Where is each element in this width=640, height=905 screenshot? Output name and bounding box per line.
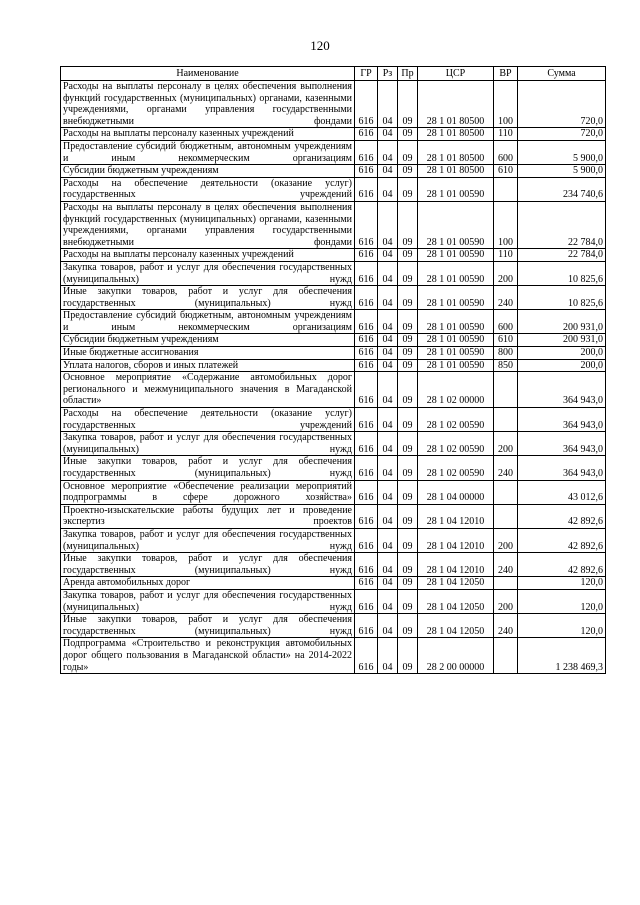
cell-name: Аренда автомобильных дорог [61, 577, 355, 590]
cell-rz: 04 [378, 334, 398, 347]
cell-csr: 28 1 01 00590 [418, 310, 494, 334]
cell-pr: 09 [398, 347, 418, 360]
cell-gr: 616 [355, 504, 378, 528]
cell-pr: 09 [398, 432, 418, 456]
cell-name: Расходы на выплаты персоналу в целях обеспечения выполнения функций государственных (муниципальных) органами, казенными учреждениями, органами управления государственными внебюджетными фондами [61, 81, 355, 128]
cell-rz: 04 [378, 165, 398, 178]
cell-pr: 09 [398, 249, 418, 262]
cell-name: Расходы на выплаты персоналу в целях обеспечения выполнения функций государственных (муниципальных) органами, казенными учреждениями, органами управления государственными внебюджетными фондами [61, 201, 355, 248]
cell-sum: 120,0 [518, 614, 606, 638]
table-row [61, 81, 606, 128]
cell-pr: 09 [398, 480, 418, 504]
cell-pr: 09 [398, 286, 418, 310]
cell-gr: 616 [355, 347, 378, 360]
cell-vr: 110 [494, 249, 518, 262]
cell-rz: 04 [378, 456, 398, 480]
cell-rz: 04 [378, 310, 398, 334]
budget-table [60, 66, 606, 674]
cell-vr: 240 [494, 614, 518, 638]
cell-rz: 04 [378, 372, 398, 408]
cell-vr: 610 [494, 165, 518, 178]
cell-rz: 04 [378, 432, 398, 456]
table-row [61, 165, 606, 178]
cell-name: Иные закупки товаров, работ и услуг для обеспечения государственных (муниципальных) нужд [61, 456, 355, 480]
cell-gr: 616 [355, 432, 378, 456]
table-row [61, 359, 606, 372]
cell-pr: 09 [398, 201, 418, 248]
table-row [61, 589, 606, 613]
cell-csr: 28 2 00 00000 [418, 638, 494, 674]
cell-name: Основное мероприятие «Обеспечение реализации мероприятий подпрограммы в сфере дорожного хозяйства» [61, 480, 355, 504]
cell-csr: 28 1 01 00590 [418, 286, 494, 310]
cell-sum: 1 238 469,3 [518, 638, 606, 674]
cell-csr: 28 1 01 00590 [418, 334, 494, 347]
cell-csr: 28 1 02 00590 [418, 432, 494, 456]
cell-pr: 09 [398, 553, 418, 577]
cell-sum: 200 931,0 [518, 334, 606, 347]
cell-gr: 616 [355, 261, 378, 285]
cell-rz: 04 [378, 528, 398, 552]
cell-rz: 04 [378, 201, 398, 248]
cell-gr: 616 [355, 334, 378, 347]
cell-pr: 09 [398, 334, 418, 347]
cell-pr: 09 [398, 359, 418, 372]
cell-sum: 720,0 [518, 81, 606, 128]
cell-name: Расходы на обеспечение деятельности (оказание услуг) государственных учреждений [61, 177, 355, 201]
cell-pr: 09 [398, 140, 418, 164]
header-pr: Пр [398, 67, 418, 81]
cell-rz: 04 [378, 128, 398, 141]
table-header-row [61, 67, 606, 81]
cell-csr: 28 1 01 80500 [418, 81, 494, 128]
cell-sum: 43 012,6 [518, 480, 606, 504]
cell-csr: 28 1 04 00000 [418, 480, 494, 504]
table-row [61, 408, 606, 432]
header-csr: ЦСР [418, 67, 494, 81]
cell-sum: 42 892,6 [518, 553, 606, 577]
cell-name: Расходы на обеспечение деятельности (оказание услуг) государственных учреждений [61, 408, 355, 432]
cell-pr: 09 [398, 81, 418, 128]
table-row [61, 638, 606, 674]
cell-rz: 04 [378, 577, 398, 590]
cell-csr: 28 1 01 00590 [418, 201, 494, 248]
cell-name: Закупка товаров, работ и услуг для обеспечения государственных (муниципальных) нужд [61, 261, 355, 285]
table-row [61, 347, 606, 360]
cell-rz: 04 [378, 249, 398, 262]
table-row [61, 286, 606, 310]
header-sum: Сумма [518, 67, 606, 81]
cell-vr: 110 [494, 128, 518, 141]
cell-gr: 616 [355, 177, 378, 201]
cell-csr: 28 1 01 80500 [418, 128, 494, 141]
cell-rz: 04 [378, 177, 398, 201]
cell-gr: 616 [355, 249, 378, 262]
cell-sum: 42 892,6 [518, 528, 606, 552]
cell-name: Основное мероприятие «Содержание автомобильных дорог регионального и межмуниципального значения в Магаданской области» [61, 372, 355, 408]
cell-sum: 234 740,6 [518, 177, 606, 201]
cell-gr: 616 [355, 577, 378, 590]
cell-name: Субсидии бюджетным учреждениям [61, 165, 355, 178]
cell-vr: 800 [494, 347, 518, 360]
cell-rz: 04 [378, 359, 398, 372]
cell-sum: 10 825,6 [518, 286, 606, 310]
cell-csr: 28 1 04 12050 [418, 589, 494, 613]
cell-gr: 616 [355, 359, 378, 372]
cell-gr: 616 [355, 553, 378, 577]
cell-csr: 28 1 01 80500 [418, 140, 494, 164]
cell-rz: 04 [378, 408, 398, 432]
header-gr: ГР [355, 67, 378, 81]
cell-vr: 100 [494, 201, 518, 248]
cell-name: Иные закупки товаров, работ и услуг для обеспечения государственных (муниципальных) нужд [61, 286, 355, 310]
cell-sum: 364 943,0 [518, 456, 606, 480]
cell-pr: 09 [398, 128, 418, 141]
cell-gr: 616 [355, 456, 378, 480]
cell-pr: 09 [398, 638, 418, 674]
table-row [61, 504, 606, 528]
header-rz: Рз [378, 67, 398, 81]
cell-rz: 04 [378, 480, 398, 504]
header-vr: ВР [494, 67, 518, 81]
cell-pr: 09 [398, 372, 418, 408]
cell-vr [494, 504, 518, 528]
cell-pr: 09 [398, 504, 418, 528]
cell-csr: 28 1 01 00590 [418, 347, 494, 360]
cell-vr: 600 [494, 140, 518, 164]
cell-name: Закупка товаров, работ и услуг для обеспечения государственных (муниципальных) нужд [61, 432, 355, 456]
cell-sum: 364 943,0 [518, 372, 606, 408]
cell-csr: 28 1 01 80500 [418, 165, 494, 178]
cell-sum: 200 931,0 [518, 310, 606, 334]
cell-name: Иные закупки товаров, работ и услуг для обеспечения государственных (муниципальных) нужд [61, 614, 355, 638]
cell-gr: 616 [355, 128, 378, 141]
cell-pr: 09 [398, 310, 418, 334]
table-row [61, 372, 606, 408]
table-row [61, 261, 606, 285]
cell-csr: 28 1 02 00590 [418, 456, 494, 480]
table-row [61, 140, 606, 164]
cell-name: Закупка товаров, работ и услуг для обеспечения государственных (муниципальных) нужд [61, 589, 355, 613]
cell-vr [494, 408, 518, 432]
cell-vr: 240 [494, 456, 518, 480]
cell-vr: 240 [494, 286, 518, 310]
cell-vr: 100 [494, 81, 518, 128]
cell-vr [494, 577, 518, 590]
cell-csr: 28 1 04 12010 [418, 528, 494, 552]
cell-sum: 22 784,0 [518, 201, 606, 248]
header-name: Наименование [61, 67, 355, 81]
cell-vr [494, 638, 518, 674]
cell-rz: 04 [378, 614, 398, 638]
cell-name: Подпрограмма «Строительство и реконструкция автомобильных дорог общего пользования в Магаданской области» на 2014-2022 годы» [61, 638, 355, 674]
cell-csr: 28 1 01 00590 [418, 359, 494, 372]
table-row [61, 614, 606, 638]
table-row [61, 577, 606, 590]
table-row [61, 310, 606, 334]
cell-csr: 28 1 04 12010 [418, 504, 494, 528]
cell-csr: 28 1 02 00590 [418, 408, 494, 432]
cell-csr: 28 1 01 00590 [418, 249, 494, 262]
table-row [61, 249, 606, 262]
table-row [61, 553, 606, 577]
table-row [61, 480, 606, 504]
cell-vr: 200 [494, 528, 518, 552]
cell-vr: 240 [494, 553, 518, 577]
cell-vr [494, 177, 518, 201]
cell-gr: 616 [355, 372, 378, 408]
cell-pr: 09 [398, 589, 418, 613]
cell-name: Иные закупки товаров, работ и услуг для обеспечения государственных (муниципальных) нужд [61, 553, 355, 577]
cell-pr: 09 [398, 408, 418, 432]
cell-sum: 5 900,0 [518, 140, 606, 164]
cell-sum: 22 784,0 [518, 249, 606, 262]
cell-pr: 09 [398, 456, 418, 480]
cell-name: Иные бюджетные ассигнования [61, 347, 355, 360]
cell-vr: 200 [494, 589, 518, 613]
cell-sum: 200,0 [518, 359, 606, 372]
cell-csr: 28 1 01 00590 [418, 177, 494, 201]
cell-pr: 09 [398, 177, 418, 201]
cell-gr: 616 [355, 310, 378, 334]
cell-gr: 616 [355, 528, 378, 552]
cell-gr: 616 [355, 201, 378, 248]
cell-vr: 200 [494, 261, 518, 285]
cell-name: Субсидии бюджетным учреждениям [61, 334, 355, 347]
table-row [61, 334, 606, 347]
cell-vr [494, 480, 518, 504]
cell-pr: 09 [398, 261, 418, 285]
cell-sum: 364 943,0 [518, 408, 606, 432]
cell-sum: 10 825,6 [518, 261, 606, 285]
cell-gr: 616 [355, 480, 378, 504]
table-row [61, 528, 606, 552]
cell-csr: 28 1 04 12010 [418, 553, 494, 577]
cell-csr: 28 1 04 12050 [418, 577, 494, 590]
cell-vr: 850 [494, 359, 518, 372]
cell-vr: 610 [494, 334, 518, 347]
cell-csr: 28 1 02 00000 [418, 372, 494, 408]
cell-name: Предоставление субсидий бюджетным, автономным учреждениям и иным некоммерческим организациям [61, 310, 355, 334]
table-row [61, 177, 606, 201]
cell-gr: 616 [355, 165, 378, 178]
cell-name: Предоставление субсидий бюджетным, автономным учреждениям и иным некоммерческим организациям [61, 140, 355, 164]
table-row [61, 432, 606, 456]
cell-gr: 616 [355, 589, 378, 613]
cell-rz: 04 [378, 347, 398, 360]
cell-name: Расходы на выплаты персоналу казенных учреждений [61, 128, 355, 141]
cell-vr [494, 372, 518, 408]
cell-pr: 09 [398, 577, 418, 590]
cell-pr: 09 [398, 165, 418, 178]
cell-sum: 200,0 [518, 347, 606, 360]
table-body [61, 81, 606, 674]
cell-rz: 04 [378, 81, 398, 128]
cell-rz: 04 [378, 140, 398, 164]
cell-pr: 09 [398, 528, 418, 552]
table-row [61, 456, 606, 480]
cell-pr: 09 [398, 614, 418, 638]
page-number: 120 [310, 38, 330, 53]
cell-name: Расходы на выплаты персоналу казенных учреждений [61, 249, 355, 262]
cell-gr: 616 [355, 286, 378, 310]
cell-gr: 616 [355, 140, 378, 164]
cell-sum: 5 900,0 [518, 165, 606, 178]
cell-vr: 200 [494, 432, 518, 456]
cell-gr: 616 [355, 614, 378, 638]
cell-csr: 28 1 01 00590 [418, 261, 494, 285]
cell-gr: 616 [355, 408, 378, 432]
cell-rz: 04 [378, 261, 398, 285]
cell-sum: 720,0 [518, 128, 606, 141]
table-row [61, 128, 606, 141]
cell-gr: 616 [355, 638, 378, 674]
cell-rz: 04 [378, 553, 398, 577]
cell-sum: 120,0 [518, 577, 606, 590]
cell-name: Уплата налогов, сборов и иных платежей [61, 359, 355, 372]
cell-sum: 120,0 [518, 589, 606, 613]
cell-rz: 04 [378, 286, 398, 310]
cell-sum: 364 943,0 [518, 432, 606, 456]
cell-name: Закупка товаров, работ и услуг для обеспечения государственных (муниципальных) нужд [61, 528, 355, 552]
cell-rz: 04 [378, 638, 398, 674]
cell-gr: 616 [355, 81, 378, 128]
table-row [61, 201, 606, 248]
cell-sum: 42 892,6 [518, 504, 606, 528]
cell-name: Проектно-изыскательские работы будущих лет и проведение экспертиз проектов [61, 504, 355, 528]
cell-rz: 04 [378, 504, 398, 528]
cell-csr: 28 1 04 12050 [418, 614, 494, 638]
cell-vr: 600 [494, 310, 518, 334]
cell-rz: 04 [378, 589, 398, 613]
